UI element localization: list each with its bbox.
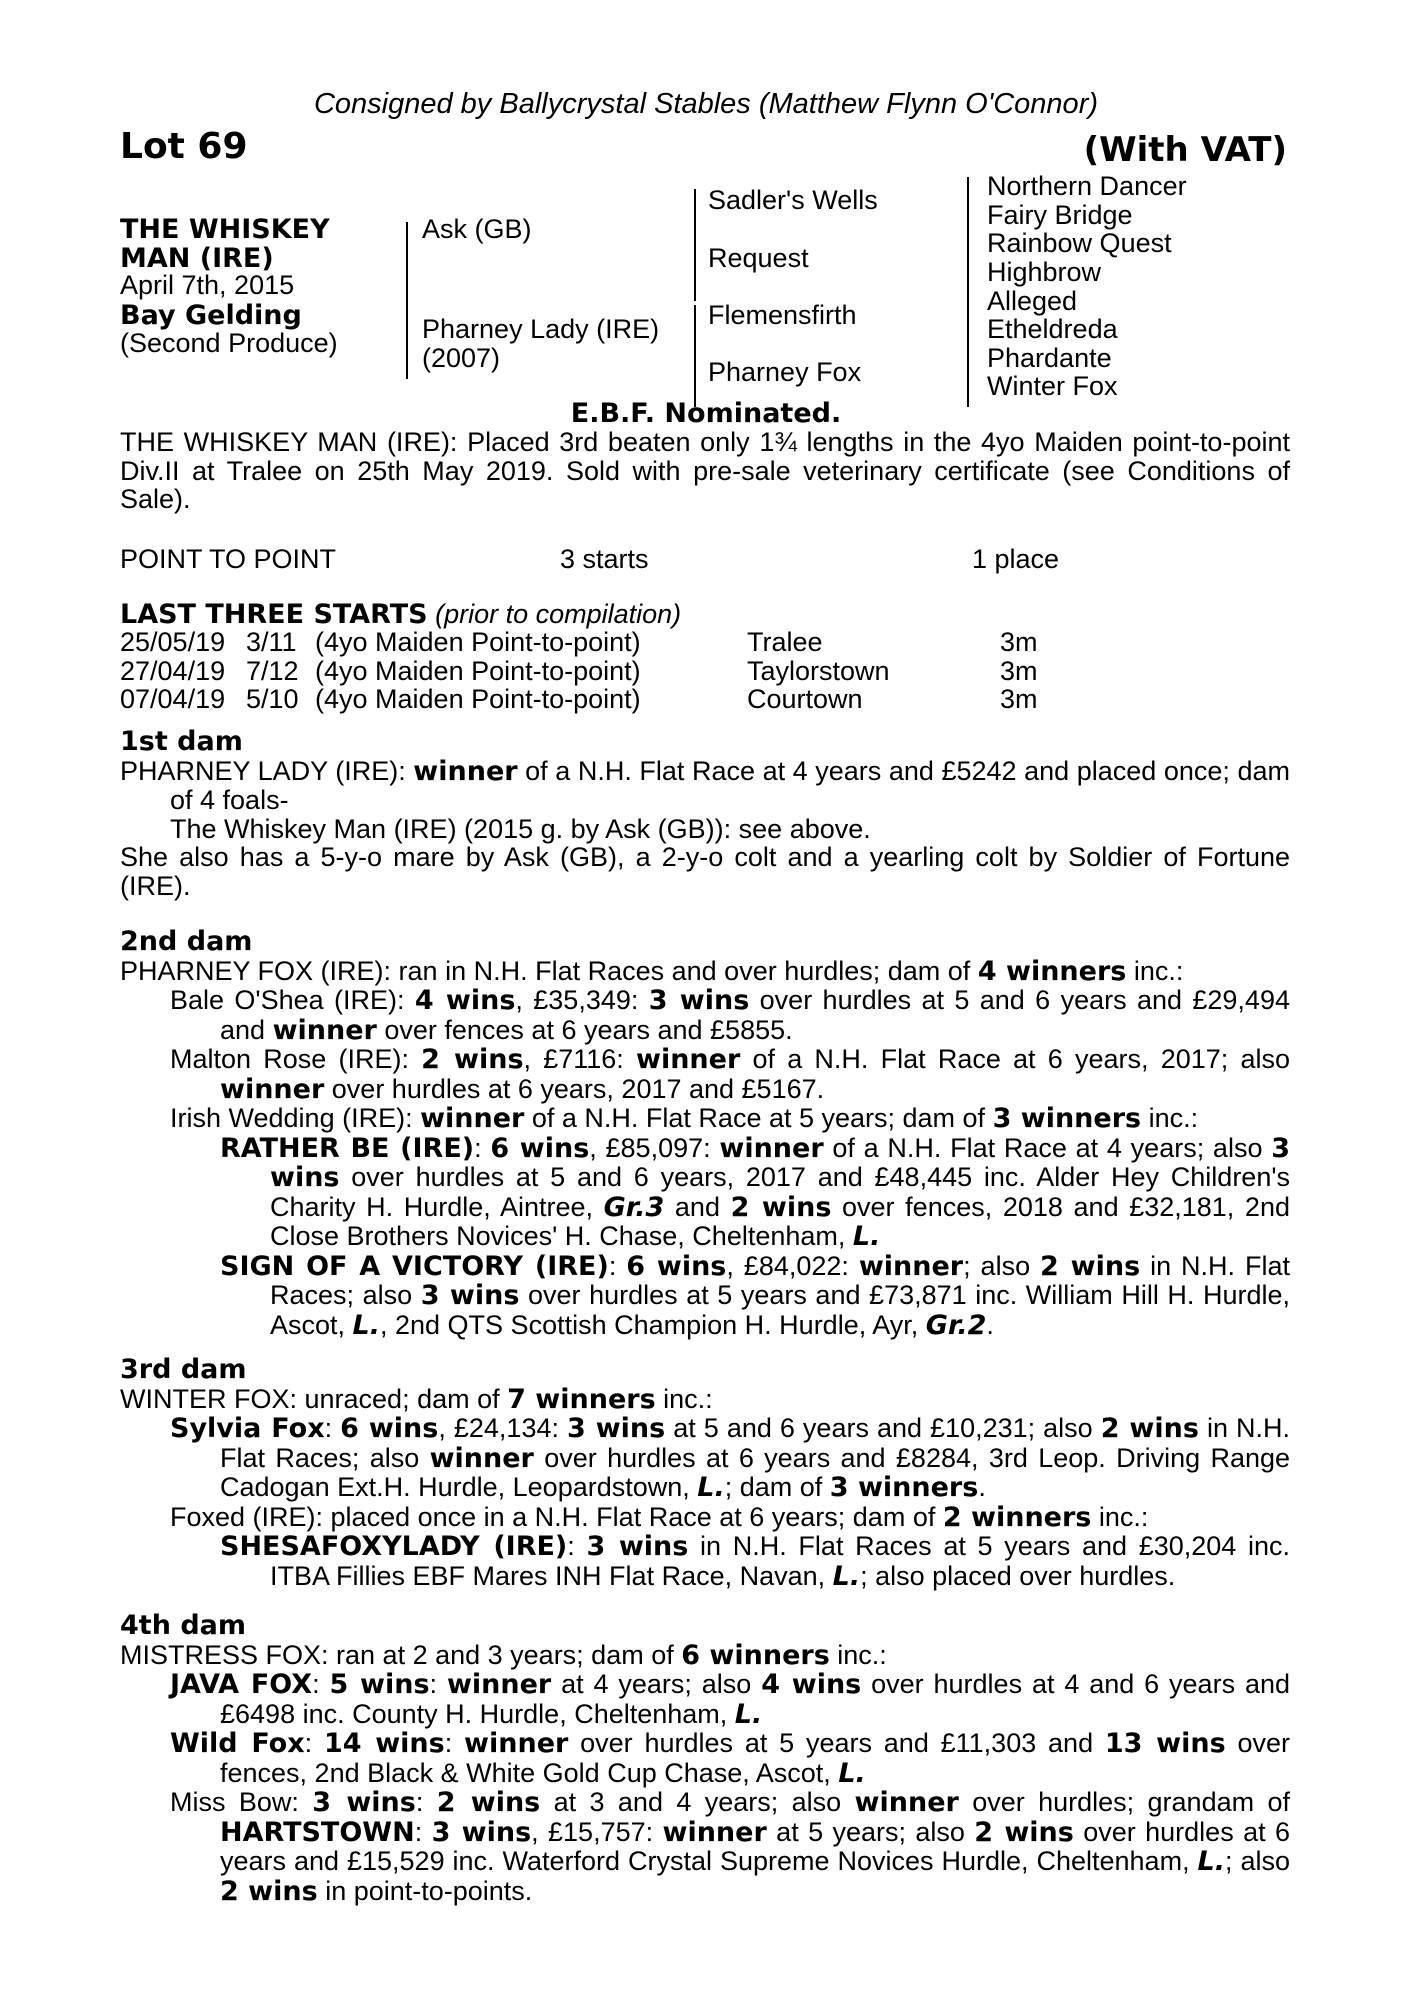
horse-name-line2: MAN (IRE)	[120, 243, 274, 274]
great-grandparent: Winter Fox	[987, 371, 1118, 401]
second-dam-entry: PHARNEY FOX (IRE): ran in N.H. Flat Races and over hurdles; dam of 4 winners inc.:	[120, 955, 1184, 987]
start-position: 7/12	[246, 655, 299, 686]
great-grandparent: Alleged	[987, 286, 1078, 316]
start-position: 5/10	[246, 684, 299, 714]
record-starts: 3 starts	[560, 544, 649, 574]
first-dam-produce: The Whiskey Man (IRE) (2015 g. by Ask (GB)): see above.	[170, 813, 871, 844]
start-distance: 3m	[1000, 627, 1038, 657]
start-date: 27/04/19	[120, 655, 226, 686]
second-dam-heading: 2nd dam	[120, 926, 253, 957]
grandsire-maternal: Flemensfirth	[708, 300, 857, 330]
start-course: Tralee	[747, 627, 823, 657]
pedigree-divider	[694, 189, 696, 245]
last-starts-heading	[120, 599, 681, 630]
great-grandparent: Etheldreda	[987, 314, 1118, 344]
great-grandparent: Rainbow Quest	[987, 228, 1172, 258]
first-dam-section	[120, 728, 1290, 900]
record-places: 1 place	[972, 544, 1060, 574]
granddam-paternal: Request	[708, 243, 809, 273]
produce-foxed: Foxed (IRE): placed once in a N.H. Flat Race at 6 years; dam of 2 winners inc.:	[170, 1501, 1149, 1533]
produce-java-fox: JAVA FOX: 5 wins: winner at 4 years; also 4 wins over hurdles at 4 and 6 years and £6498 inc. County H. Hurdle, Cheltenham, L.	[170, 1669, 1290, 1730]
fourth-dam-entry: MISTRESS FOX: ran at 2 and 3 years; dam of 6 winners inc.:	[120, 1639, 887, 1671]
produce-sylvia-fox: Sylvia Fox: 6 wins, £24,134: 3 wins at 5 and 6 years and £10,231; also 2 wins in N.H. Flat Races; also winner over hurdles at 6 years and £8284, 3rd Leop. Driving Range Cadogan Ext.H. Hurdle, Leopardstown, L.; dam of 3 winners.	[170, 1413, 1291, 1503]
horse-name-line1: THE WHISKEY	[120, 214, 330, 245]
intro-paragraph	[120, 428, 1290, 514]
start-race: (4yo Maiden Point-to-point)	[315, 627, 641, 657]
start-date: 07/04/19	[120, 684, 226, 714]
start-course: Taylorstown	[747, 655, 890, 686]
pedigree-divider	[406, 222, 408, 379]
first-dam-heading: 1st dam	[120, 726, 243, 757]
granddam-maternal: Pharney Fox	[708, 357, 862, 387]
great-grandparent: Phardante	[987, 343, 1112, 373]
start-race: (4yo Maiden Point-to-point)	[315, 655, 641, 686]
intro-text: THE WHISKEY MAN (IRE): Placed 3rd beaten only 1¾ lengths in the 4yo Maiden point-to-point Div.II at Tralee on 25th May 2019. Sold with pre-sale veterinary certificate (see Conditions of Sale).	[120, 427, 1290, 514]
third-dam-heading: 3rd dam	[120, 1354, 247, 1385]
sire: Ask (GB)	[422, 214, 532, 244]
lot-number: Lot 69	[120, 126, 248, 167]
start-date: 25/05/19	[120, 627, 226, 657]
produce-rather-be: RATHER BE (IRE): 6 wins, £85,097: winner of a N.H. Flat Race at 4 years; also 3 wins over hurdles at 5 and 6 years, 2017 and £48,445 inc. Alder Hey Children's Charity H. Hurdle, Aintree, Gr.3 and 2 wins over fences, 2018 and £32,181, 2nd Close Brothers Novices' H. Chase, Cheltenham, L.	[220, 1132, 1291, 1252]
start-race: (4yo Maiden Point-to-point)	[315, 684, 641, 714]
start-position: 3/11	[246, 627, 297, 657]
second-dam-section	[120, 928, 1290, 1340]
first-dam-other-produce: She also has a 5-y-o mare by Ask (GB), a 2-y-o colt and a yearling colt by Soldier of Fortune (IRE).	[120, 842, 1290, 901]
produce-shesafoxylady: SHESAFOXYLADY (IRE): 3 wins in N.H. Flat Races at 5 years and £30,204 inc. ITBA Fillies EBF Mares INH Flat Race, Navan, L.; also placed over hurdles.	[220, 1531, 1290, 1592]
pedigree-divider	[967, 177, 969, 407]
horse-sex: Bay Gelding	[120, 300, 302, 331]
start-course: Courtown	[747, 684, 863, 714]
fourth-dam-heading: 4th dam	[120, 1610, 246, 1641]
great-grandparent: Fairy Bridge	[987, 200, 1133, 230]
consignor-line: Consigned by Ballycrystal Stables (Matthew Flynn O'Connor)	[313, 88, 1099, 120]
produce-wild-fox: Wild Fox: 14 wins: winner over hurdles at 5 years and £11,303 and 13 wins over fences, 2nd Black & White Gold Cup Chase, Ascot, L.	[170, 1728, 1290, 1789]
last-starts-note: (prior to compilation)	[435, 599, 682, 629]
great-grandparent: Highbrow	[987, 257, 1102, 287]
fourth-dam-section	[120, 1612, 1290, 1906]
first-dam-entry: PHARNEY LADY (IRE): winner of a N.H. Flat Race at 4 years and £5242 and placed once; dam of 4 foals-	[120, 755, 1290, 815]
ebf-nominated: E.B.F. Nominated.	[570, 398, 842, 429]
dam-year: (2007)	[422, 343, 501, 373]
dam-name: Pharney Lady (IRE)	[422, 314, 660, 344]
vat-note: (With VAT)	[1083, 130, 1287, 170]
start-distance: 3m	[1000, 655, 1038, 686]
start-distance: 3m	[1000, 684, 1038, 714]
grandsire-paternal: Sadler's Wells	[708, 185, 878, 215]
third-dam-entry: WINTER FOX: unraced; dam of 7 winners inc.:	[120, 1383, 713, 1415]
produce-miss-bow: Miss Bow: 3 wins: 2 wins at 3 and 4 years; also winner over hurdles; grandam of HARTSTOWN: 3 wins, £15,757: winner at 5 years; also 2 wins over hurdles at 6 years and £15,529 inc. Waterford Crystal Supreme Novices Hurdle, Cheltenham, L.; also 2 wins in point-to-points.	[170, 1787, 1290, 1907]
pedigree-divider	[694, 245, 696, 301]
produce-note: (Second Produce)	[120, 328, 338, 358]
third-dam-section	[120, 1356, 1290, 1591]
foaling-date: April 7th, 2015	[120, 270, 295, 300]
produce-irish-wedding: Irish Wedding (IRE): winner of a N.H. Flat Race at 5 years; dam of 3 winners inc.:	[170, 1103, 1199, 1134]
record-label: POINT TO POINT	[120, 544, 337, 574]
produce-sign-of-a-victory: SIGN OF A VICTORY (IRE): 6 wins, £84,022: winner; also 2 wins in N.H. Flat Races; also 3 wins over hurdles at 5 years and £73,871 inc. William Hill H. Hurdle, Ascot, L., 2nd QTS Scottish Champion H. Hurdle, Ayr, Gr.2.	[220, 1250, 1290, 1341]
pedigree-divider	[694, 305, 696, 361]
produce-bale-oshea: Bale O'Shea (IRE): 4 wins, £35,349: 3 wins over hurdles at 5 and 6 years and £29,494 and winner over fences at 6 years and £5855.	[170, 985, 1290, 1046]
produce-malton-rose: Malton Rose (IRE): 2 wins, £7116: winner of a N.H. Flat Race at 6 years, 2017; also winner over hurdles at 6 years, 2017 and £5167.	[170, 1044, 1290, 1105]
last-starts-title: LAST THREE STARTS	[120, 599, 428, 630]
great-grandparent: Northern Dancer	[987, 171, 1187, 201]
